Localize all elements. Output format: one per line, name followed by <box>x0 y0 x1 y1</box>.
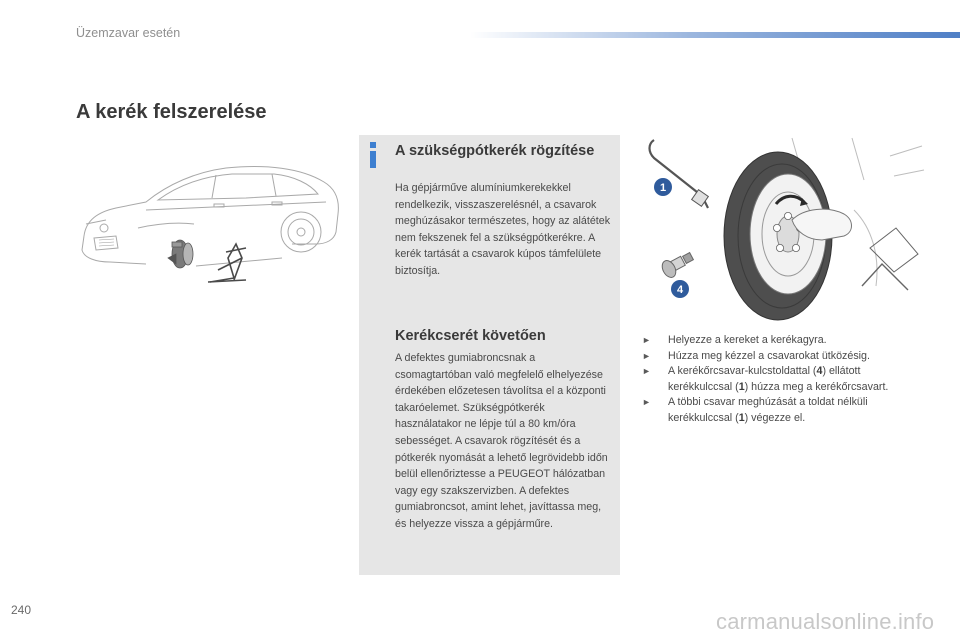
instruction-text-post: ) végezze el. <box>744 411 806 424</box>
arrow-bullet-icon: ► <box>642 397 651 408</box>
instruction-item <box>642 349 917 365</box>
instruction-text-post: ) húzza meg a kerékőrcsavart. <box>744 380 889 393</box>
section-title: A kerék felszerelése <box>76 101 267 123</box>
instruction-text-pre: A kerékőrcsavar-kulcstoldattal ( <box>668 365 817 378</box>
info-box-heading: A szükségpótkerék rögzítése <box>395 143 595 159</box>
after-change-heading: Kerékcserét követően <box>395 328 546 344</box>
header-title: Üzemzavar esetén <box>76 26 181 40</box>
wheel-fitting-illustration <box>632 136 932 324</box>
car-jack-illustration <box>76 158 348 290</box>
callout-1-label: 1 <box>659 182 667 194</box>
instruction-text: Helyezze a kereket a kerékagyra. <box>668 334 827 346</box>
instruction-text-pre: A többi csavar meghúzását a toldat nélküli kerékkulccsal ( <box>668 396 868 424</box>
instruction-ref-number: 1 <box>738 380 745 393</box>
page-number: 240 <box>11 603 32 617</box>
arrow-bullet-icon: ► <box>642 350 651 361</box>
callout-1 <box>654 178 672 196</box>
info-icon <box>366 142 380 168</box>
instruction-text-mid: ) ellátott kerékkulccsal ( <box>668 365 861 393</box>
after-change-text: A defektes gumiabroncsnak a csomagtartóban való megfelelő elhelyezése érdekében előzetesen távolítsa el a központi takaróelemet. Szükségpótkerék használatakor ne lépje túl a 80 km/óra sebességet. A csavarok rögzítését és a pótkerék nyomását a lehető legrövidebb időn belül ellenőriztesse a PEUGEOT hálózatban vagy egy szakszervizben. A defektes gumiabroncsot, amint lehet, javíttassa meg, és helyezze vissza a gépjárműre. <box>395 352 608 530</box>
instruction-ref-number: 4 <box>816 365 823 378</box>
info-box-text: Ha gépjárműve alumíniumkerekekkel rendelkezik, visszaszerelésnél, a csavarok meghúzásakor természetes, hogy az alátétek nem fekszenek fel a szükségpótkerékre. A kerék tartását a csavarok kúpos támfelülete biztosítja. <box>395 182 611 277</box>
instruction-text: Húzza meg kézzel a csavarokat ütközésig. <box>668 349 870 362</box>
header-gradient-bar <box>470 32 960 38</box>
instruction-ref-number: 1 <box>738 411 745 424</box>
arrow-bullet-icon: ► <box>642 366 651 377</box>
instruction-item <box>642 333 917 349</box>
instruction-list <box>642 333 917 427</box>
instruction-item <box>642 364 917 395</box>
arrow-bullet-icon: ► <box>642 335 651 345</box>
watermark: carmanualsonline.info <box>716 609 935 634</box>
callout-4-label: 4 <box>676 284 684 296</box>
callout-4 <box>671 280 689 298</box>
instruction-item <box>642 395 917 426</box>
